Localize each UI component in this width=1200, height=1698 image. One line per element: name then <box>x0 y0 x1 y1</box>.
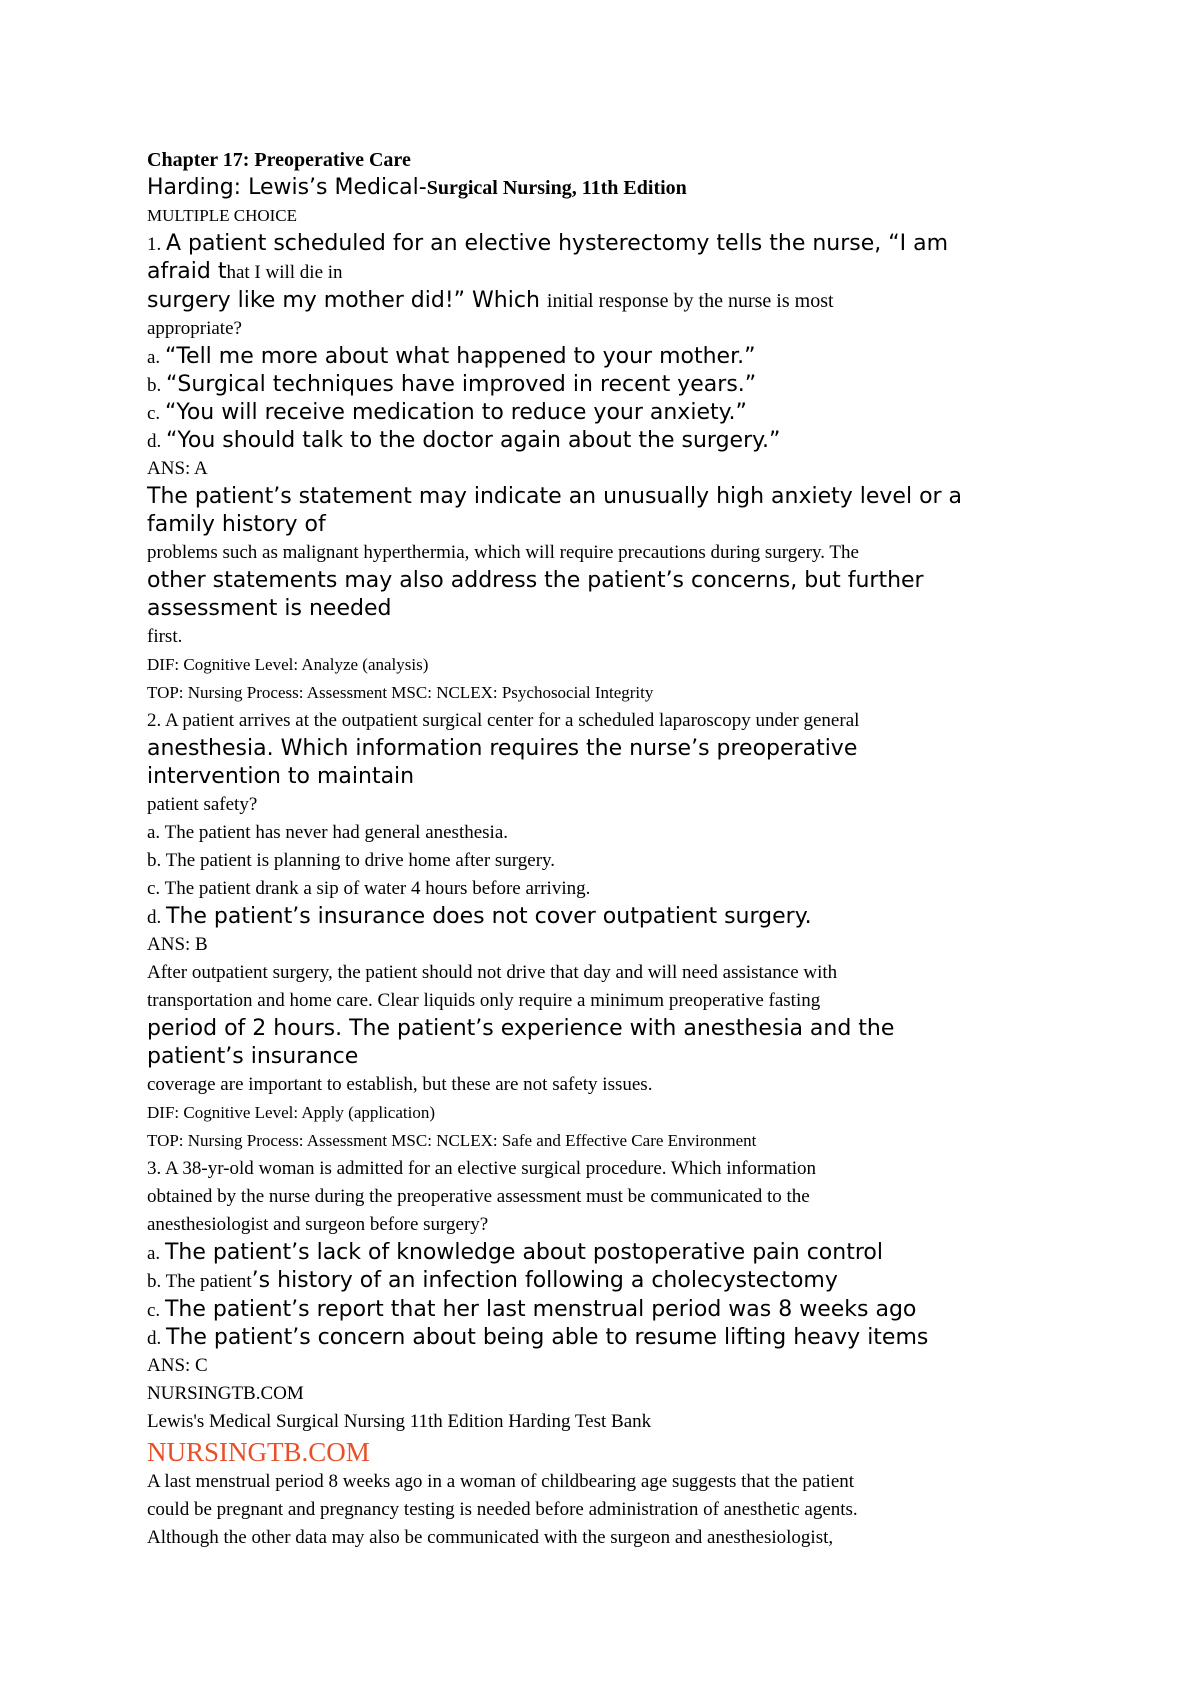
option-letter: d. <box>147 431 166 452</box>
q2-option-b <box>147 847 1107 875</box>
q3-rationale-line-3: Although the other data may also be communicated with the surgeon and anesthesiologist, <box>147 1527 834 1548</box>
q3-stem-line-1: 3. A 38-yr-old woman is admitted for an elective surgical procedure. Which information <box>147 1158 817 1179</box>
q2-stem-line-1: 2. A patient arrives at the outpatient surgical center for a scheduled laparoscopy under general <box>147 710 860 731</box>
option-letter: c. <box>147 878 165 899</box>
q2-stem-line-3: intervention to maintain <box>147 764 415 789</box>
q1-option-d <box>147 427 1107 455</box>
option-text: “Surgical techniques have improved in recent years.” <box>166 372 757 397</box>
q3-rationale-line-2: could be pregnant and pregnancy testing is needed before administration of anesthetic agents. <box>147 1499 858 1520</box>
option-text: ’s history of an infection following a cholecystectomy <box>251 1268 838 1293</box>
option-letter: b. <box>147 1271 166 1292</box>
option-text: The patient’s concern about being able to resume lifting heavy items <box>166 1325 929 1350</box>
option-text: The patient <box>165 1271 252 1292</box>
q1-number: 1. <box>147 234 166 255</box>
q2-stem-line-2: anesthesia. Which information requires the nurse’s preoperative <box>147 736 858 761</box>
option-text: The patient’s insurance does not cover outpatient surgery. <box>166 904 812 929</box>
q2-option-c <box>147 875 1107 903</box>
q2-rationale-line-4: patient’s insurance <box>147 1044 359 1069</box>
book-title-part-b: Surgical Nursing, 11th Edition <box>426 177 687 199</box>
q2-topic: TOP: Nursing Process: Assessment MSC: NCLEX: Safe and Effective Care Environment <box>147 1131 757 1150</box>
option-letter: c. <box>147 1300 165 1321</box>
q1-option-a <box>147 343 1107 371</box>
q2-rationale-line-2: transportation and home care. Clear liquids only require a minimum preoperative fasting <box>147 990 821 1011</box>
option-text: “Tell me more about what happened to your mother.” <box>164 344 756 369</box>
q1-stem-text: surgery like my mother did!” Which <box>147 288 547 313</box>
q1-stem-line-3 <box>147 287 1107 315</box>
q3-option-a <box>147 1239 1107 1267</box>
q1-stem-text: afraid t <box>147 259 227 284</box>
q3-option-d <box>147 1324 1107 1352</box>
q1-rationale-line-3: problems such as malignant hyperthermia, which will require precautions during surgery. The <box>147 542 859 563</box>
q2-rationale-line-5: coverage are important to establish, but these are not safety issues. <box>147 1074 653 1095</box>
q1-rationale-line-2: family history of <box>147 512 326 537</box>
option-letter: b. <box>147 850 166 871</box>
q2-answer: ANS: B <box>147 934 208 955</box>
q3-option-c <box>147 1296 1107 1324</box>
watermark-footer-title: Lewis's Medical Surgical Nursing 11th Edition Harding Test Bank <box>147 1411 652 1432</box>
option-text: The patient has never had general anesthesia. <box>164 822 509 843</box>
watermark-site-small: NURSINGTB.COM <box>147 1383 304 1404</box>
q1-option-c <box>147 399 1107 427</box>
chapter-title: Chapter 17: Preoperative Care <box>147 149 411 171</box>
option-letter: a. <box>147 347 165 368</box>
q1-topic: TOP: Nursing Process: Assessment MSC: NCLEX: Psychosocial Integrity <box>147 683 654 702</box>
option-text: “You will receive medication to reduce your anxiety.” <box>164 400 747 425</box>
q1-stem-line-4: appropriate? <box>147 318 242 339</box>
section-heading: MULTIPLE CHOICE <box>147 206 298 225</box>
q3-stem-line-2: obtained by the nurse during the preoperative assessment must be communicated to the <box>147 1186 810 1207</box>
q1-rationale-line-4: other statements may also address the patient’s concerns, but further <box>147 568 924 593</box>
document-page <box>147 146 1107 1552</box>
q1-stem-text: hat I will die in <box>226 262 343 283</box>
q2-difficulty: DIF: Cognitive Level: Apply (application) <box>147 1103 436 1122</box>
q2-rationale-line-1: After outpatient surgery, the patient should not drive that day and will need assistance with <box>147 962 838 983</box>
q1-stem-text: initial response by the nurse is most <box>546 290 834 312</box>
option-letter: d. <box>147 907 166 928</box>
option-letter: a. <box>147 822 165 843</box>
book-title <box>147 174 1107 202</box>
option-letter: c. <box>147 403 165 424</box>
q1-rationale-line-5: assessment is needed <box>147 596 392 621</box>
q2-option-d <box>147 903 1107 931</box>
option-text: The patient is planning to drive home after surgery. <box>165 850 556 871</box>
q3-answer: ANS: C <box>147 1355 208 1376</box>
q1-stem-line-1 <box>147 230 1107 258</box>
option-text: The patient’s report that her last menstrual period was 8 weeks ago <box>164 1297 917 1322</box>
q2-stem-line-4: patient safety? <box>147 794 258 815</box>
q2-option-a <box>147 819 1107 847</box>
q3-rationale-line-1: A last menstrual period 8 weeks ago in a woman of childbearing age suggests that the patient <box>147 1471 855 1492</box>
watermark-site-large: NURSINGTB.COM <box>147 1437 370 1467</box>
option-text: “You should talk to the doctor again about the surgery.” <box>166 428 781 453</box>
option-letter: a. <box>147 1243 165 1264</box>
option-letter: b. <box>147 375 166 396</box>
option-text: The patient’s lack of knowledge about postoperative pain control <box>164 1240 883 1265</box>
book-title-part-a: Harding: Lewis’s Medical- <box>147 175 427 200</box>
q3-option-b <box>147 1267 1107 1296</box>
option-letter: d. <box>147 1328 166 1349</box>
q1-answer: ANS: A <box>147 458 208 479</box>
q3-stem-line-3: anesthesiologist and surgeon before surgery? <box>147 1214 489 1235</box>
q1-stem-text: A patient scheduled for an elective hysterectomy tells the nurse, “I am <box>166 231 949 256</box>
q1-rationale-line-1: The patient’s statement may indicate an unusually high anxiety level or a <box>147 484 963 509</box>
q1-difficulty: DIF: Cognitive Level: Analyze (analysis) <box>147 655 429 674</box>
q1-option-b <box>147 371 1107 399</box>
option-text: The patient drank a sip of water 4 hours before arriving. <box>164 878 591 899</box>
q2-rationale-line-3: period of 2 hours. The patient’s experience with anesthesia and the <box>147 1016 895 1041</box>
q1-rationale-line-6: first. <box>147 626 183 647</box>
q1-stem-line-2 <box>147 258 1107 287</box>
